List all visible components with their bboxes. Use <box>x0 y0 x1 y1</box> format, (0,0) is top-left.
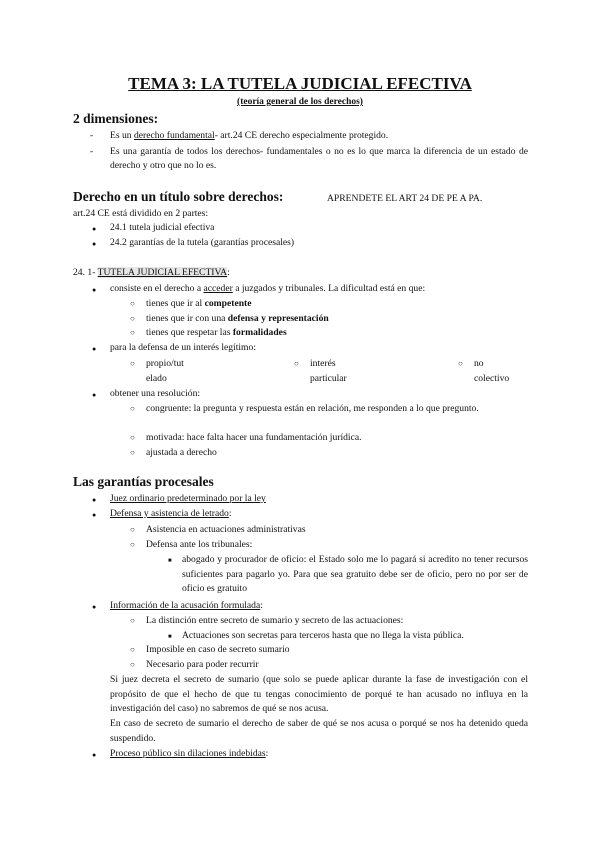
list-item: ● obtener una resolución: <box>110 387 200 401</box>
list-item: ○ congruente: la pregunta y respuesta están en relación, me responden a lo que pregunto. <box>146 402 528 416</box>
list-item: ● 24.1 tutela judicial efectiva <box>110 221 214 235</box>
text-underlined: acceder <box>203 283 233 294</box>
list-item: ○ La distinción entre secreto de sumario y secreto de las actuaciones: <box>146 614 403 628</box>
text: Es un <box>110 130 134 141</box>
list-item: ○ ajustada a derecho <box>146 446 217 460</box>
text-highlighted: TUTELA JUDICIAL EFECTIVA <box>97 267 228 278</box>
list-item: ○ Defensa ante los tribunales: <box>146 538 252 552</box>
list-item <box>146 326 287 340</box>
text-bold: competente <box>204 298 252 309</box>
text: consiste en el derecho a <box>110 283 204 294</box>
list-item <box>110 282 425 296</box>
text: : <box>265 748 269 759</box>
text: - art.24 CE derecho especialmente protegido. <box>214 130 389 141</box>
text: 24. 1- <box>73 267 98 278</box>
text: colectivo <box>474 373 510 384</box>
text: elado <box>146 373 167 384</box>
list-item <box>110 129 388 143</box>
text-bold: formalidades <box>232 327 287 338</box>
text: particular <box>310 373 347 384</box>
text-bold: defensa y representación <box>227 313 329 324</box>
list-item: ○ Imposible en caso de secreto sumario <box>146 643 290 657</box>
text: tienes que ir con una <box>146 313 228 324</box>
section-heading-dimensiones: 2 dimensiones: <box>73 111 159 126</box>
text-underlined: Defensa y asistencia de letrado <box>110 508 229 519</box>
text: : <box>228 508 232 519</box>
text: interés <box>310 358 336 369</box>
list-item: ● para la defensa de un interés legítimo: <box>110 341 256 355</box>
list-item: - Es una garantía de todos los derechos- fundamentales o no es lo que marca la diferencia de un estado de derecho y otro que no lo es. <box>110 145 528 173</box>
text: propio/tut <box>146 358 184 369</box>
list-item: ■ abogado y procurador de oficio: el Estado solo me lo pagará si acredito no tener recursos suficientes para pagarlo yo. Para que sea gratuito debe ser de oficio, pero no por ser de oficio es gratuito <box>182 553 528 597</box>
page-title: TEMA 3: LA TUTELA JUDICIAL EFECTIVA <box>128 74 472 93</box>
text: tienes que ir al <box>146 298 205 309</box>
list-item: ○ motivada: hace falta hacer una fundamentación jurídica. <box>146 431 362 445</box>
list-item: ○ Necesario para poder recurrir <box>146 658 259 672</box>
text: : <box>260 600 263 611</box>
text-underlined: Proceso público sin dilaciones indebidas <box>110 748 266 759</box>
list-item <box>110 599 263 613</box>
section-heading-titulo: Derecho en un título sobre derechos: <box>73 189 284 204</box>
list-item: ● 24.2 garantías de la tutela (garantías procesales) <box>110 236 294 250</box>
text-underlined: derecho fundamental <box>133 130 215 141</box>
list-item <box>146 297 252 311</box>
text-underlined: Información de la acusación formulada <box>110 600 261 611</box>
list-item <box>310 356 347 386</box>
list-item <box>110 747 268 761</box>
paragraph: En caso de secreto de sumario el derecho de saber de qué se nos acusa o porqué se nos ha detenido queda suspendido. <box>110 718 528 744</box>
list-item: ○ Asistencia en actuaciones administrativas <box>146 523 306 537</box>
list-item <box>146 356 184 386</box>
section-heading-garantias: Las garantías procesales <box>73 474 214 489</box>
paragraph: Si juez decreta el secreto de sumario (que solo se puede aplicar durante la fase de investigación con el propósito de que el hecho de que tu tengas conocimiento de porqué te han acusado no influya en la investigación del caso) no sabremos de qué se nos acusa. <box>110 674 528 714</box>
text: : <box>227 267 230 278</box>
subsection-heading-241 <box>73 266 230 280</box>
body-text: art.24 CE está dividido en 2 partes: <box>73 208 209 219</box>
page-subtitle: (teoría general de los derechos) <box>237 97 363 107</box>
note-text: APRENDETE EL ART 24 DE PE A PA. <box>327 193 483 204</box>
list-item: ● Juez ordinario predeterminado por la ley <box>110 492 266 506</box>
list-item <box>110 507 231 521</box>
list-item <box>474 356 509 386</box>
text: tienes que respetar las <box>146 327 233 338</box>
text: a juzgados y tribunales. La dificultad está en que: <box>232 283 426 294</box>
list-item <box>146 312 329 326</box>
list-item: ■ Actuaciones son secretas para terceros hasta que no llega la vista pública. <box>182 629 464 643</box>
text: no <box>474 358 484 369</box>
